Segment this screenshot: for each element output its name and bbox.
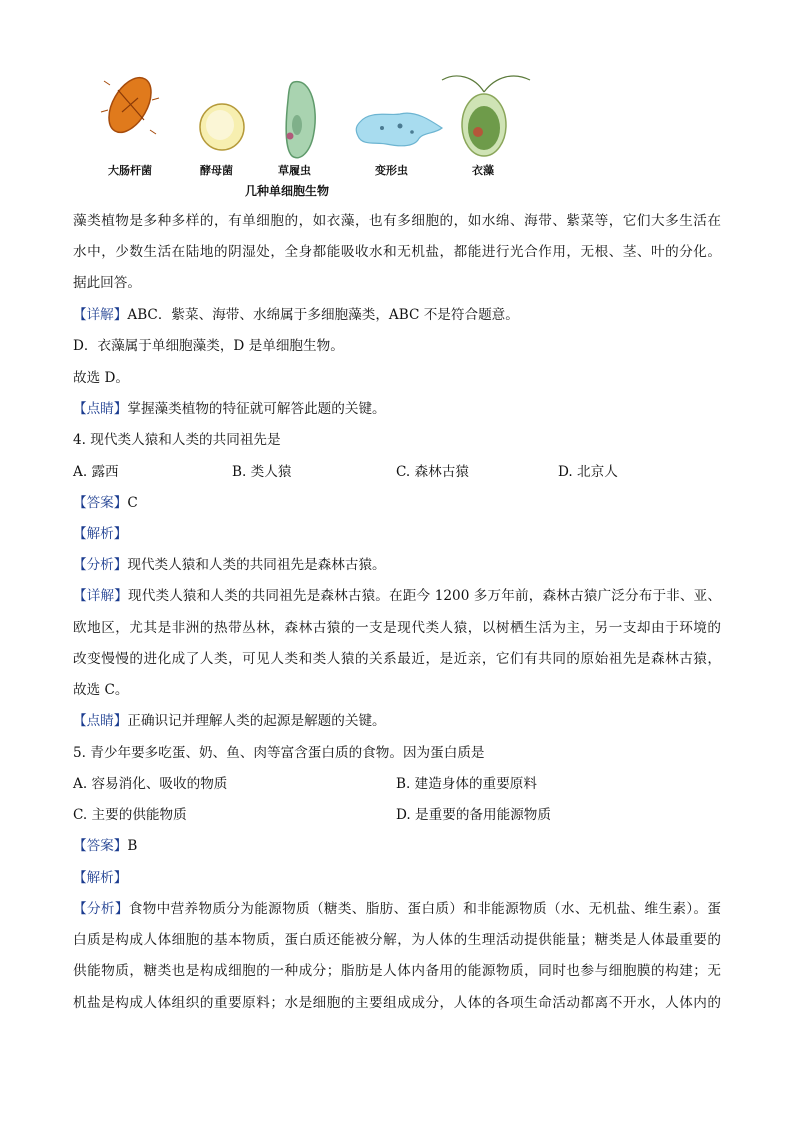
q4-option-c: C. 森林古猿 (396, 464, 469, 480)
section-tag: 【分析】 (73, 901, 129, 917)
tip-line (73, 400, 386, 418)
q5-analysis-line: 供能物质，糖类也是构成细胞的一种成分；脂肪是人体内备用的能源物质，同时也参与细胞膜的构建；无 (73, 963, 721, 979)
text: 现代类人猿和人类的共同祖先是森林古猿。在距今 1200 多万年前，森林古猿广泛分布于非、亚、 (127, 588, 722, 604)
question-5-stem: 5. 青少年要多吃蛋、奶、鱼、肉等富含蛋白质的食物。因为蛋白质是 (73, 745, 485, 761)
organism-label-chlamydomonas: 衣藻 (472, 164, 494, 177)
yeast-drawing (200, 104, 244, 150)
q5-analysis-line (73, 900, 721, 918)
q4-option-a: A. 露西 (73, 464, 119, 480)
q4-analysis (73, 556, 386, 574)
amoeba-drawing (356, 113, 442, 146)
section-tag: 【点睛】 (73, 401, 128, 417)
text-line: 据此回答。 (73, 275, 141, 291)
answer-value: B (127, 838, 138, 854)
text: 食物中营养物质分为能源物质（糖类、脂肪、蛋白质）和非能源物质（水、无机盐、维生素）。蛋 (128, 901, 722, 917)
paramecium-drawing (286, 82, 315, 158)
q5-analysis-line: 白质是构成人体细胞的基本物质，蛋白质还能被分解，为人体的生理活动提供能量；糖类是人体最重要的 (73, 932, 721, 948)
section-tag: 【点睛】 (73, 713, 128, 729)
q4-detail-line: 欧地区，尤其是非洲的热带丛林，森林古猿的一支是现代类人猿，以树栖生活为主，另一支却由于环境的 (73, 620, 721, 636)
q4-detail-line (73, 587, 721, 605)
e-coli-drawing (100, 71, 159, 140)
text: 现代类人猿和人类的共同祖先是森林古猿。 (127, 557, 386, 573)
text-line: D．衣藻属于单细胞藻类，D 是单细胞生物。 (73, 338, 344, 354)
organisms-figure (100, 70, 540, 200)
chlamydomonas-drawing (442, 76, 530, 156)
q4-detail-line: 故选 C。 (73, 682, 129, 698)
q5-option-a: A. 容易消化、吸收的物质 (73, 776, 228, 792)
text-line: 水中，少数生活在陆地的阴湿处，全身都能吸收水和无机盐，都能进行光合作用，无根、茎、叶的分化。 (73, 244, 721, 260)
q4-detail-line: 改变慢慢的进化成了人类，可见人类和类人猿的关系最近，是近亲，它们有共同的原始祖先是森林古猿， (73, 651, 721, 667)
q5-analysis-tag: 【解析】 (73, 870, 128, 886)
section-tag: 【答案】 (73, 838, 128, 854)
organism-label-amoeba: 变形虫 (375, 164, 408, 177)
q4-option-d: D. 北京人 (558, 464, 618, 480)
organism-label-ecoli: 大肠杆菌 (108, 164, 152, 177)
organism-label-paramecium: 草履虫 (278, 164, 311, 177)
text: ABC．紫菜、海带、水绵属于多细胞藻类，ABC 不是符合题意。 (127, 307, 519, 323)
figure-caption: 几种单细胞生物 (245, 184, 330, 198)
text: 正确识记并理解人类的起源是解题的关键。 (127, 713, 386, 729)
detail-line (73, 306, 519, 324)
q5-option-d: D. 是重要的备用能源物质 (396, 807, 551, 823)
organism-label-yeast: 酵母菌 (200, 164, 233, 177)
q4-tip (73, 712, 386, 730)
q5-analysis-line: 机盐是构成人体组织的重要原料；水是细胞的主要组成成分，人体的各项生命活动都离不开水，人体内的 (73, 995, 721, 1011)
question-4-stem: 4. 现代类人猿和人类的共同祖先是 (73, 432, 281, 448)
q5-answer (73, 837, 137, 855)
section-tag: 【详解】 (73, 588, 128, 604)
q5-option-b: B. 建造身体的重要原料 (396, 776, 537, 792)
q4-analysis-tag: 【解析】 (73, 526, 128, 542)
q5-option-c: C. 主要的供能物质 (73, 807, 187, 823)
text-line: 藻类植物是多种多样的，有单细胞的，如衣藻，也有多细胞的，如水绵、海带、紫菜等，它们大多生活在 (73, 213, 721, 229)
answer-value: C (127, 495, 138, 511)
section-tag: 【分析】 (73, 557, 128, 573)
section-tag: 【详解】 (73, 307, 128, 323)
section-tag: 【答案】 (73, 495, 128, 511)
text-line: 故选 D。 (73, 370, 130, 386)
q4-option-b: B. 类人猿 (232, 464, 292, 480)
q4-answer (73, 494, 138, 512)
text: 掌握藻类植物的特征就可解答此题的关键。 (127, 401, 386, 417)
